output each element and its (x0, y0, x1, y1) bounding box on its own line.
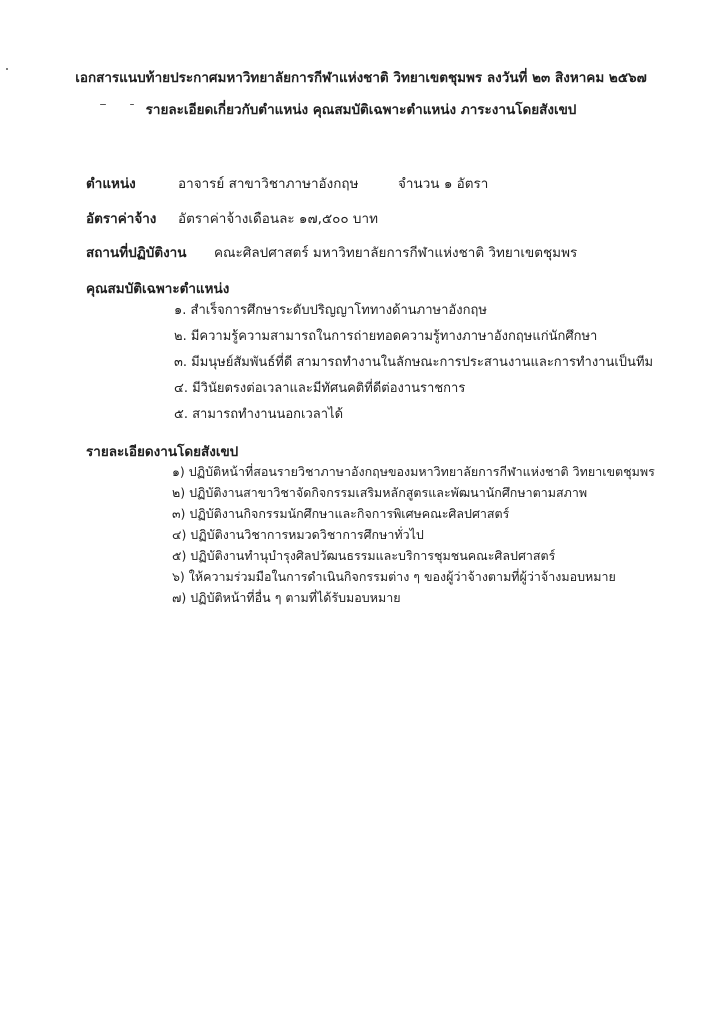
qualification-item: ๒. มีความรู้ความสามารถในการถ่ายทอดความรู้ทางภาษาอังกฤษแก่นักศึกษา (174, 329, 598, 344)
duty-item: ๗) ปฏิบัติหน้าที่อื่น ๆ ตามที่ได้รับมอบหมาย (172, 590, 401, 605)
qualification-item: ๔. มีวินัยตรงต่อเวลาและมีทัศนคติที่ดีต่องานราชการ (174, 381, 466, 396)
duty-item: ๒) ปฏิบัติงานสาขาวิชาจัดกิจกรรมเสริมหลักสูตรและพัฒนานักศึกษาตามสภาพ (172, 485, 588, 500)
qualification-item: ๕. สามารถทำงานนอกเวลาได้ (174, 407, 344, 422)
qualification-item: ๑. สำเร็จการศึกษาระดับปริญญาโททางด้านภาษาอังกฤษ (174, 303, 487, 318)
duties-heading: รายละเอียดงานโดยสังเขป (86, 444, 239, 460)
workplace-value: คณะศิลปศาสตร์ มหาวิทยาลัยการกีฬาแห่งชาติ วิทยาเขตชุมพร (214, 245, 578, 261)
duty-item: ๖) ให้ความร่วมมือในการดำเนินกิจกรรมต่าง ๆ ของผู้ว่าจ้างตามที่ผู้ว่าจ้างมอบหมาย (172, 569, 616, 584)
announcement-title: เอกสารแนบท้ายประกาศมหาวิทยาลัยการกีฬาแห่งชาติ วิทยาเขตชุมพร ลงวันที่ ๒๓ สิงหาคม ๒๕๖๗ (75, 70, 647, 86)
salary-value: อัตราค่าจ้างเดือนละ ๑๗,๕๐๐ บาท (178, 211, 378, 227)
position-value: อาจารย์ สาขาวิชาภาษาอังกฤษ (178, 176, 359, 192)
duty-item: ๔) ปฏิบัติงานวิชาการหมวดวิชาการศึกษาทั่วไป (172, 527, 424, 542)
duty-item: ๑) ปฏิบัติหน้าที่สอนรายวิชาภาษาอังกฤษของมหาวิทยาลัยการกีฬาแห่งชาติ วิทยาเขตชุมพร (172, 464, 655, 479)
position-label: ตำแหน่ง (86, 176, 136, 192)
qualification-item: ๓. มีมนุษย์สัมพันธ์ที่ดี สามารถทำงานในลักษณะการประสานงานและการทำงานเป็นทีม (174, 355, 654, 370)
position-count: จำนวน ๑ อัตรา (398, 176, 489, 192)
document-subtitle: รายละเอียดเกี่ยวกับตำแหน่ง คุณสมบัติเฉพาะตำแหน่ง ภาระงานโดยสังเขป (145, 102, 577, 118)
workplace-label: สถานที่ปฏิบัติงาน (86, 245, 187, 261)
duties-list (172, 462, 655, 609)
qualifications-list (174, 300, 653, 430)
duty-item: ๕) ปฏิบัติงานทำนุบำรุงศิลปวัฒนธรรมและบริการชุมชนคณะศิลปศาสตร์ (172, 548, 556, 563)
duty-item: ๓) ปฏิบัติงานกิจกรรมนักศึกษาและกิจการพิเศษคณะศิลปศาสตร์ (172, 506, 510, 521)
salary-label: อัตราค่าจ้าง (86, 211, 157, 227)
qualifications-heading: คุณสมบัติเฉพาะตำแหน่ง (86, 281, 230, 297)
